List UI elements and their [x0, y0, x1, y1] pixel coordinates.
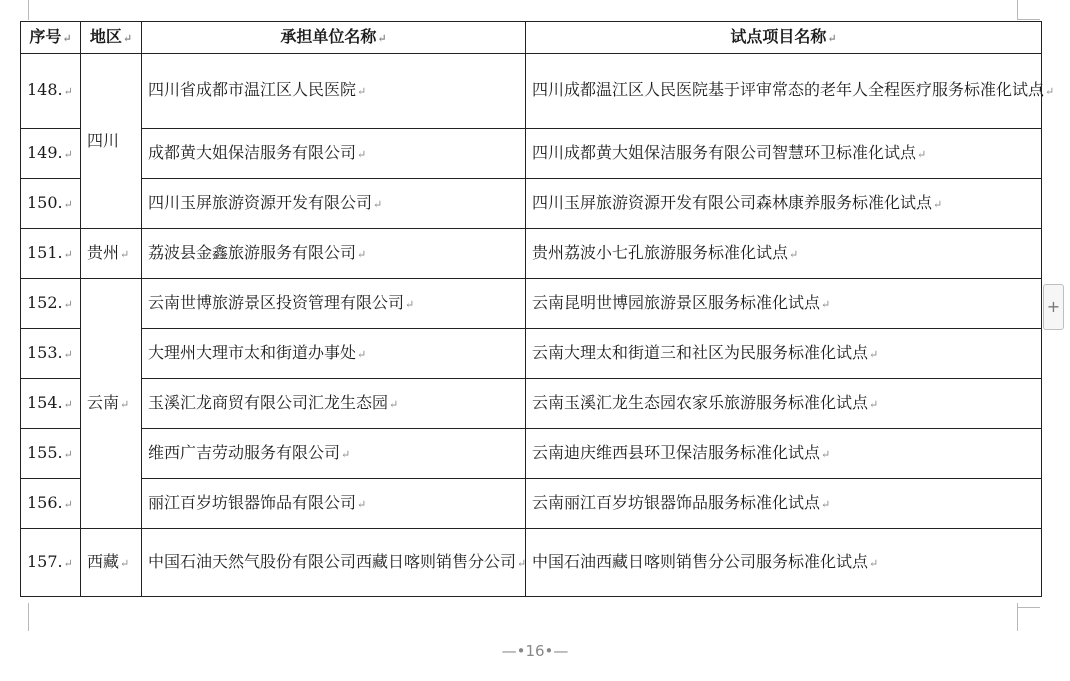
paragraph-mark: ↵	[62, 31, 72, 45]
cell-unit: 四川省成都市温江区人民医院↵	[142, 54, 526, 129]
cell-project: 四川成都温江区人民医院基于评审常态的老年人全程医疗服务标准化试点↵	[526, 54, 1042, 129]
table-row	[21, 379, 1042, 429]
table-row	[21, 479, 1042, 529]
cell-unit: 丽江百岁坊银器饰品有限公司↵	[142, 479, 526, 529]
pilot-project-table	[20, 21, 1055, 597]
crop-mark	[1017, 19, 1040, 20]
table-row	[21, 329, 1042, 379]
add-row-button[interactable]: +	[1043, 284, 1064, 330]
cell-project: 中国石油西藏日喀则销售分公司服务标准化试点↵	[526, 529, 1042, 597]
cell-region: 四川	[81, 54, 142, 229]
cell-unit: 四川玉屏旅游资源开发有限公司↵	[142, 179, 526, 229]
cell-seq: 148.↵	[21, 54, 81, 129]
cell-seq: 151.↵	[21, 229, 81, 279]
cell-seq: 149.↵	[21, 129, 81, 179]
cell-unit: 云南世博旅游景区投资管理有限公司↵	[142, 279, 526, 329]
page-number: —•16•—	[501, 642, 569, 660]
table-row	[21, 54, 1042, 129]
crop-mark	[28, 0, 29, 20]
cell-unit: 中国石油天然气股份有限公司西藏日喀则销售分公司↵	[142, 529, 526, 597]
cell-unit: 荔波县金鑫旅游服务有限公司↵	[142, 229, 526, 279]
crop-mark	[28, 603, 29, 631]
cell-seq: 150.↵	[21, 179, 81, 229]
cell-seq: 155.↵	[21, 429, 81, 479]
cell-project: 云南迪庆维西县环卫保洁服务标准化试点↵	[526, 429, 1042, 479]
cell-unit: 大理州大理市太和街道办事处↵	[142, 329, 526, 379]
paragraph-mark: ↵	[377, 31, 387, 45]
cell-seq: 157.↵	[21, 529, 81, 597]
cell-project: 云南大理太和街道三和社区为民服务标准化试点↵	[526, 329, 1042, 379]
header-project: 试点项目名称↵	[526, 22, 1042, 54]
paragraph-mark: ↵	[827, 31, 837, 45]
cell-project: 贵州荔波小七孔旅游服务标准化试点↵	[526, 229, 1042, 279]
table-row	[21, 179, 1042, 229]
cell-unit: 维西广吉劳动服务有限公司↵	[142, 429, 526, 479]
paragraph-mark: ↵	[122, 31, 133, 45]
crop-mark	[1017, 607, 1040, 608]
table-header-row	[21, 22, 1042, 54]
header-seq: 序号↵	[21, 22, 81, 54]
cell-seq: 153.↵	[21, 329, 81, 379]
cell-seq: 156.↵	[21, 479, 81, 529]
cell-project: 云南昆明世博园旅游景区服务标准化试点↵	[526, 279, 1042, 329]
cell-region: 贵州↵	[81, 229, 142, 279]
table-row	[21, 229, 1042, 279]
cell-project: 四川成都黄大姐保洁服务有限公司智慧环卫标准化试点↵	[526, 129, 1042, 179]
cell-seq: 152.↵	[21, 279, 81, 329]
table-row	[21, 129, 1042, 179]
cell-project: 云南丽江百岁坊银器饰品服务标准化试点↵	[526, 479, 1042, 529]
table-row	[21, 529, 1042, 597]
crop-mark	[1017, 0, 1018, 20]
cell-region: 云南↵	[81, 279, 142, 529]
table-row	[21, 279, 1042, 329]
header-region: 地区↵	[81, 22, 142, 54]
cell-unit: 玉溪汇龙商贸有限公司汇龙生态园↵	[142, 379, 526, 429]
cell-project: 四川玉屏旅游资源开发有限公司森林康养服务标准化试点↵	[526, 179, 1042, 229]
cell-unit: 成都黄大姐保洁服务有限公司↵	[142, 129, 526, 179]
cell-seq: 154.↵	[21, 379, 81, 429]
cell-region: 西藏↵	[81, 529, 142, 597]
table-row	[21, 429, 1042, 479]
header-unit: 承担单位名称↵	[142, 22, 526, 54]
cell-project: 云南玉溪汇龙生态园农家乐旅游服务标准化试点↵	[526, 379, 1042, 429]
